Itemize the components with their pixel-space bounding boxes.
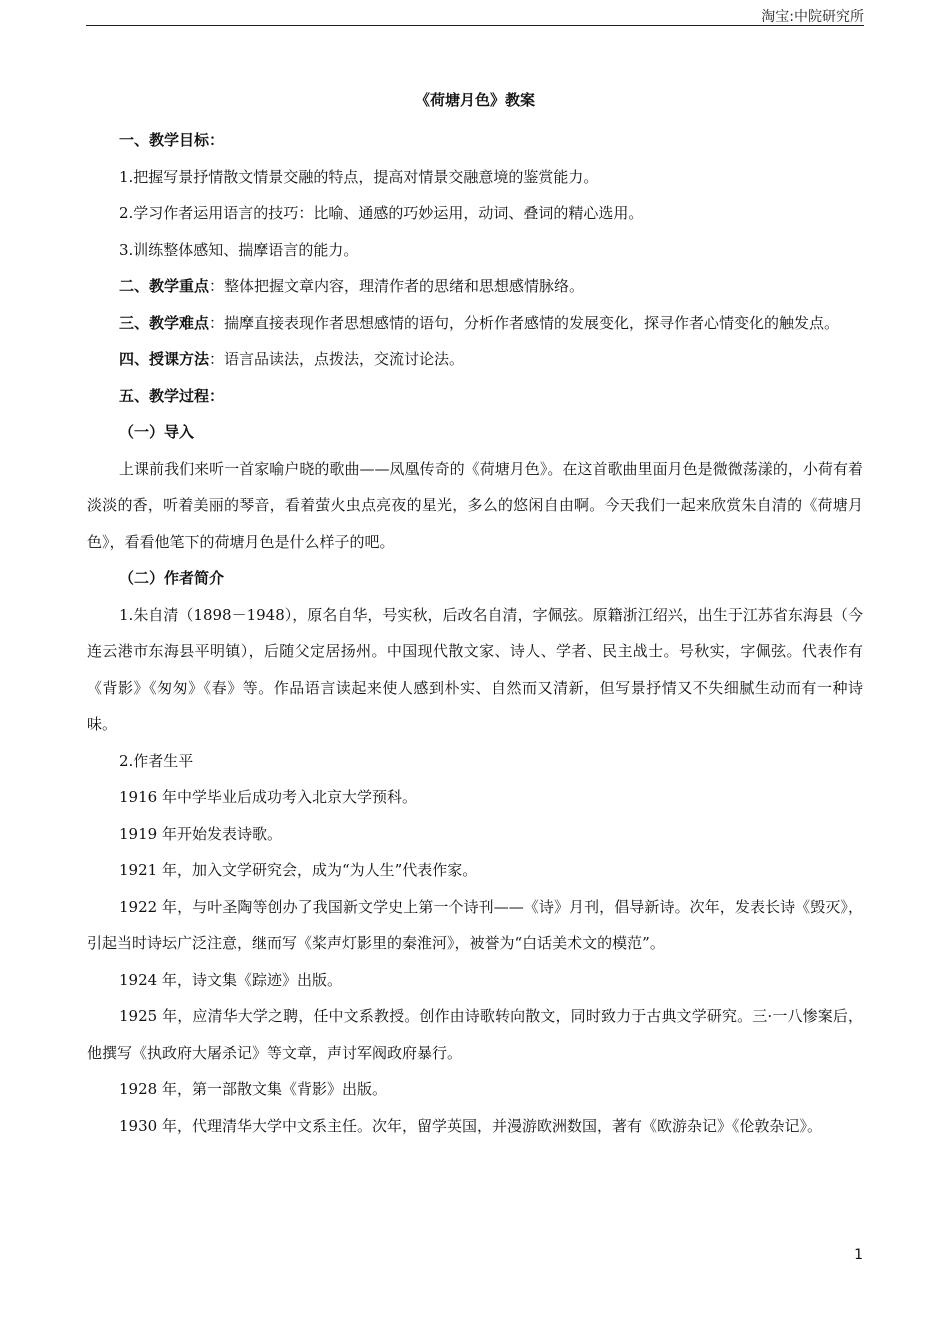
timeline-entry: 1916 年中学毕业后成功考入北京大学预科。 — [119, 788, 417, 806]
document-title: 《荷塘月色》教案 — [414, 91, 535, 109]
intro-text: 上课前我们来听一首家喻户晓的歌曲——凤凰传奇的《荷塘月色》。在这首歌曲里面月色是微微荡漾的，小荷有着淡淡的香，听着美丽的琴音，看着萤火虫点亮夜的星光，多么的悠闲自由啊。今天我们一起来欣赏朱自清的《荷塘月色》，看看他笔下的荷塘月色是什么样子的吧。 — [87, 459, 863, 551]
goal-item: 3.训练整体感知、揣摩语言的能力。 — [119, 240, 359, 259]
timeline-entry: 1922 年，与叶圣陶等创办了我国新文学史上第一个诗刊——《诗》月刊，倡导新诗。次年，发表长诗《毁灭》，引起当时诗坛广泛注意，继而写《桨声灯影里的秦淮河》，被誉为“白话美术文的模范”。 — [87, 897, 863, 952]
author-heading: （二）作者简介 — [119, 569, 225, 587]
method-paragraph — [87, 341, 863, 378]
life-heading: 2.作者生平 — [119, 751, 194, 770]
timeline-entry: 1921 年，加入文学研究会，成为“为人生”代表作家。 — [119, 861, 478, 879]
difficulty-text: ：揣摩直接表现作者思想感情的语句，分析作者感情的发展变化，探寻作者心情变化的触发点。 — [209, 313, 840, 332]
timeline-entry: 1925 年，应清华大学之聘，任中文系教授。创作由诗歌转向散文，同时致力于古典文学研究。三·一八惨案后，他撰写《执政府大屠杀记》等文章，声讨军阀政府暴行。 — [87, 1007, 863, 1062]
timeline-entry: 1930 年，代理清华大学中文系主任。次年，留学英国，并漫游欧洲数国，著有《欧游杂记》《伦敦杂记》。 — [119, 1116, 822, 1135]
timeline-entry: 1924 年，诗文集《踪迹》出版。 — [119, 970, 342, 989]
focus-label: 二、教学重点 — [119, 277, 210, 295]
goals-heading: 一、教学目标： — [119, 131, 225, 149]
timeline-entry: 1919 年开始发表诗歌。 — [119, 824, 282, 843]
document-body — [87, 88, 863, 1144]
page-number: 1 — [854, 1247, 863, 1263]
header-text: 淘宝:中院研究所 — [761, 9, 864, 25]
intro-heading: （一）导入 — [119, 423, 195, 441]
method-label: 四、授课方法 — [119, 350, 210, 368]
goal-item: 2.学习作者运用语言的技巧：比喻、通感的巧妙运用，动词、叠词的精心选用。 — [119, 204, 644, 222]
difficulty-paragraph — [87, 305, 863, 342]
author-bio: 1.朱自清（1898－1948），原名自华，号实秋，后改名自清，字佩弦。原籍浙江绍兴，出生于江苏省东海县（今连云港市东海县平明镇），后随父定居扬州。中国现代散文家、诗人、学者、民主战士。号秋实，字佩弦。代表作有《背影》《匆匆》《春》等。作品语言读起来使人感到朴实、自然而又清新，但写景抒情又不失细腻生动而有一种诗味。 — [87, 605, 863, 733]
focus-text: ：整体把握文章内容，理清作者的思绪和思想感情脉络。 — [209, 277, 585, 295]
method-text: ：语言品读法，点拨法，交流讨论法。 — [209, 350, 465, 368]
process-heading: 五、教学过程： — [119, 386, 225, 405]
timeline-entry: 1928 年，第一部散文集《背影》出版。 — [119, 1080, 387, 1098]
header-rule — [86, 25, 864, 26]
focus-paragraph — [87, 268, 863, 305]
difficulty-label: 三、教学难点 — [119, 313, 210, 332]
goal-item: 1.把握写景抒情散文情景交融的特点，提高对情景交融意境的鉴赏能力。 — [119, 167, 599, 186]
